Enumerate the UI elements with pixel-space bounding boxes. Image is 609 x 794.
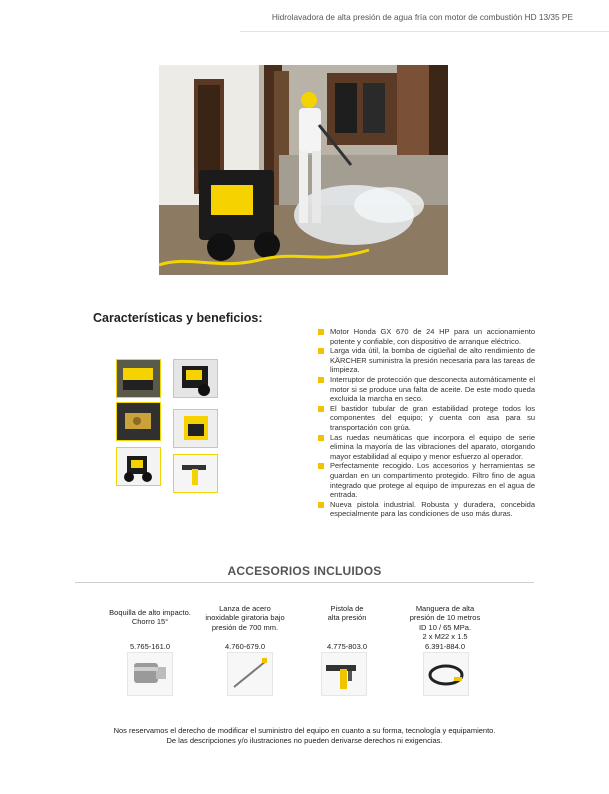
- feature-item: Interruptor de protección que desconecta automáticamente el motor si se produce una falta de aceite. De este modo queda excluida la marcha en seco.: [318, 375, 535, 404]
- thumbnail-spray-gun: [173, 454, 218, 493]
- feature-item: Perfectamente recogido. Los accesorios y herramientas se guardan en un compartimento protegido. Filtro fino de agua integrado que protege al equipo de impurezas en el agua de entrada.: [318, 461, 535, 499]
- bullet-square-icon: [318, 502, 324, 508]
- hero-photo: [159, 65, 448, 275]
- feature-item: El bastidor tubular de gran estabilidad protege todos los componentes del equipo; y cuenta con asa para su transportación con grúa.: [318, 404, 535, 433]
- accessory-hose: Manguera de alta presión de 10 metros ID 10 / 65 MPa. 2 x M22 x 1.5 6.391-884.0: [395, 604, 495, 694]
- features-list: [318, 327, 535, 519]
- accessories-divider: [75, 582, 534, 583]
- accessory-code: 5.765-161.0: [129, 642, 171, 651]
- spray-gun-icon: [321, 652, 367, 696]
- thumbnail-machine-top-view: [116, 359, 161, 398]
- feature-item: Larga vida útil, la bomba de cigüeñal de alto rendimiento de KÄRCHER suministra la presión necesaria para las tareas de limpieza.: [318, 346, 535, 375]
- accessory-nozzle: Boquilla de alto impacto. Chorro 15° 5.765-161.0: [100, 608, 200, 694]
- feature-item: Nueva pistola industrial. Robusta y duradera, concebida especialmente para las condiciones de uso más duras.: [318, 500, 535, 519]
- bullet-square-icon: [318, 348, 324, 354]
- bullet-square-icon: [318, 463, 324, 469]
- hose-icon: [423, 652, 469, 696]
- thumbnail-machine-side-view: [173, 359, 218, 398]
- accessory-lance: Lanza de acero inoxidable giratoria bajo presión de 700 mm. 4.760-679.0: [195, 604, 295, 694]
- thumbnail-machine-with-hose: [116, 447, 161, 486]
- bullet-square-icon: [318, 406, 324, 412]
- accessory-spray-gun: Pistola de alta presión 4.775-803.0: [297, 604, 397, 694]
- bullet-square-icon: [318, 377, 324, 383]
- lance-icon: [227, 652, 273, 696]
- thumbnail-pump-detail: [116, 402, 161, 441]
- header-divider: [240, 31, 609, 32]
- nozzle-icon: [127, 652, 173, 696]
- thumbnail-engine-detail: [173, 409, 218, 448]
- accessory-code: 4.760-679.0: [224, 642, 266, 651]
- accessory-code: 4.775-803.0: [326, 642, 368, 651]
- feature-item: Las ruedas neumáticas que incorpora el equipo de serie elimina la mayoría de las vibraciones del aparato, otorgando mayor estabilidad al equipo y menor esfuerzo al operador.: [318, 433, 535, 462]
- bullet-square-icon: [318, 329, 324, 335]
- document-header-title: Hidrolavadora de alta presión de agua fría con motor de combustión HD 13/35 PE: [271, 12, 573, 22]
- feature-item: Motor Honda GX 670 de 24 HP para un accionamiento potente y confiable, con dispositivo de arranque eléctrico.: [318, 327, 535, 346]
- bullet-square-icon: [318, 435, 324, 441]
- accessories-title: ACCESORIOS INCLUIDOS: [227, 564, 382, 578]
- accessory-code: 6.391-884.0: [424, 642, 466, 651]
- footer-disclaimer: Nos reservamos el derecho de modificar el suministro del equipo en cuanto a su forma, tecnología y equipamiento. De las descripciones y/o ilustraciones no pueden derivarse derechos ni exigencias.: [113, 726, 496, 745]
- features-title: Características y beneficios:: [93, 311, 263, 325]
